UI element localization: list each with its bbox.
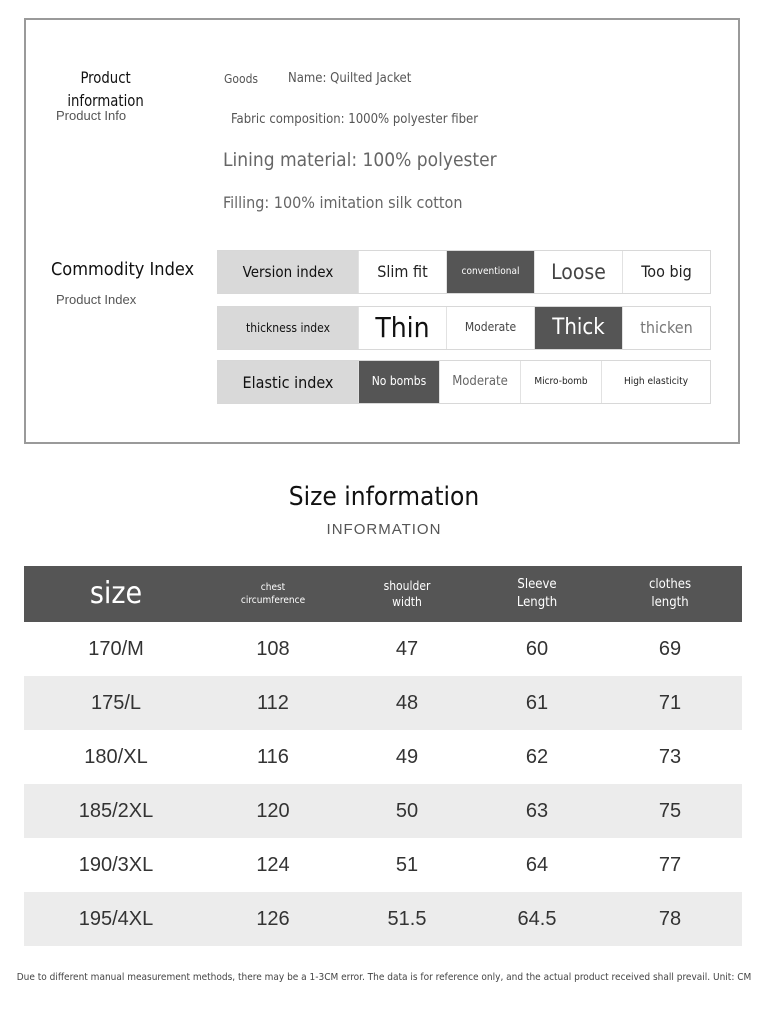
- cell-chest: 124: [256, 853, 290, 876]
- cell-chest: 112: [257, 691, 289, 714]
- cell-length: 78: [658, 907, 682, 930]
- index-label: thickness index: [218, 307, 358, 349]
- header-sleeve: Sleeve Length: [516, 577, 558, 610]
- index-option: Too big: [622, 251, 710, 293]
- commodity-index-title: Commodity Index: [51, 259, 195, 280]
- fabric-composition: Fabric composition: 1000% polyester fiber: [231, 112, 479, 127]
- table-row: [24, 676, 742, 730]
- index-label: Version index: [218, 251, 358, 293]
- product-info-subtitle: Product Info: [56, 108, 127, 123]
- index-option-selected: conventional: [446, 251, 534, 293]
- cell-length: 77: [658, 853, 682, 876]
- cell-shoulder: 49: [395, 745, 419, 768]
- cell-size: 175/L: [90, 691, 142, 714]
- table-row: [24, 622, 742, 676]
- header-shoulder: shoulder width: [383, 578, 431, 609]
- cell-length: 69: [658, 637, 682, 660]
- index-option: Slim fit: [358, 251, 446, 293]
- index-option: Loose: [534, 251, 622, 293]
- header-size: size: [89, 575, 143, 611]
- index-option: High elasticity: [601, 361, 710, 403]
- version-index-row: [217, 250, 711, 294]
- goods-name: Name: Quilted Jacket: [288, 71, 412, 86]
- header-length: clothes length: [648, 577, 692, 610]
- lining-material: Lining material: 100% polyester: [223, 149, 497, 171]
- index-option-selected: Thick: [534, 307, 622, 349]
- product-info-panel: [24, 18, 740, 444]
- cell-shoulder: 50: [395, 799, 419, 822]
- index-option: Micro-bomb: [520, 361, 601, 403]
- cell-chest: 108: [256, 637, 290, 660]
- cell-sleeve: 60: [525, 637, 549, 660]
- cell-size: 190/3XL: [78, 853, 154, 876]
- cell-size: 170/M: [88, 637, 144, 660]
- cell-size: 185/2XL: [78, 799, 154, 822]
- cell-chest: 116: [257, 745, 289, 768]
- size-info-title: Size information: [288, 482, 480, 512]
- cell-size: 195/4XL: [78, 907, 154, 930]
- thickness-index-row: [217, 306, 711, 350]
- index-label: Elastic index: [218, 361, 358, 403]
- table-row: [24, 730, 742, 784]
- measurement-footnote: Due to different manual measurement methods, there may be a 1-3CM error. The data is for reference only, and the actual product received shall prevail. Unit: CM: [16, 972, 752, 983]
- table-row: [24, 892, 742, 946]
- cell-chest: 120: [256, 799, 290, 822]
- cell-shoulder: 48: [395, 691, 419, 714]
- size-info-subtitle: INFORMATION: [326, 521, 442, 538]
- index-option: thicken: [622, 307, 710, 349]
- size-table: [24, 566, 742, 946]
- filling-material: Filling: 100% imitation silk cotton: [223, 193, 463, 212]
- cell-length: 71: [658, 691, 682, 714]
- cell-shoulder: 51.5: [387, 907, 427, 930]
- elastic-index-row: [217, 360, 711, 404]
- cell-length: 73: [658, 745, 682, 768]
- header-chest: chest circumference: [240, 581, 306, 606]
- index-option: Thin: [358, 307, 446, 349]
- goods-label: Goods: [224, 72, 259, 86]
- index-option: Moderate: [439, 361, 520, 403]
- cell-chest: 126: [256, 907, 290, 930]
- table-row: [24, 838, 742, 892]
- table-row: [24, 784, 742, 838]
- index-option-selected: No bombs: [358, 361, 439, 403]
- cell-sleeve: 64: [525, 853, 549, 876]
- product-info-title: Product information: [67, 68, 144, 110]
- commodity-index-subtitle: Product Index: [56, 292, 137, 307]
- cell-length: 75: [658, 799, 682, 822]
- cell-shoulder: 47: [395, 637, 419, 660]
- cell-sleeve: 62: [525, 745, 549, 768]
- cell-size: 180/XL: [84, 745, 148, 768]
- size-table-header: [24, 566, 742, 622]
- index-option: Moderate: [446, 307, 534, 349]
- cell-shoulder: 51: [395, 853, 419, 876]
- cell-sleeve: 64.5: [517, 907, 557, 930]
- cell-sleeve: 61: [525, 691, 549, 714]
- cell-sleeve: 63: [525, 799, 549, 822]
